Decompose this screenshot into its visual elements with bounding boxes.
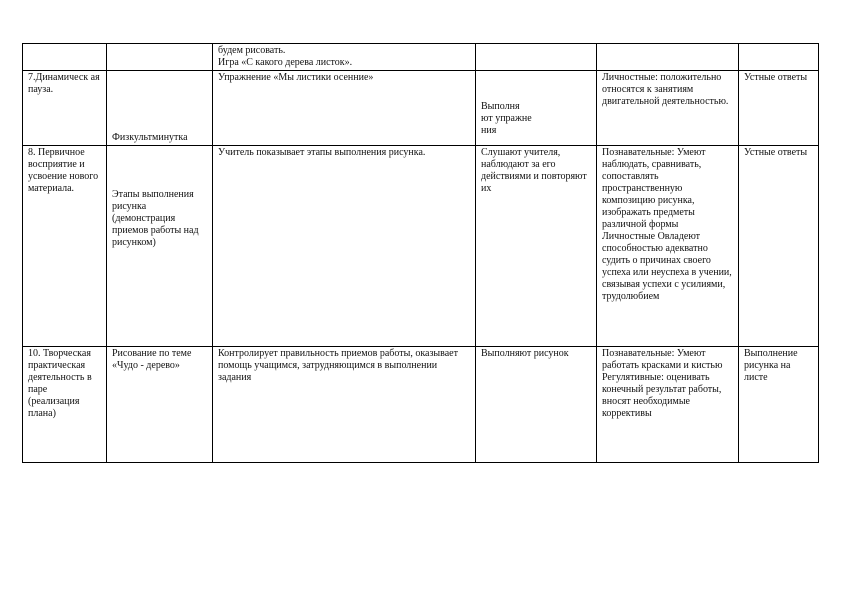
students-line: ния <box>481 125 497 136</box>
control-cell: Устные ответы <box>739 71 819 146</box>
teacher-activity-cell <box>213 44 476 71</box>
table-row <box>23 71 819 146</box>
teacher-line: будем рисовать. <box>218 45 286 56</box>
students-line: ют упражне <box>481 113 532 124</box>
content-cell: Рисование по теме «Чудо - дерево» <box>107 347 213 463</box>
content-text: Этапы выполнения рисунка (демонстрация приемов работы над рисунком) <box>112 189 199 248</box>
uud-cell: Познавательные: Умеют работать красками и кистью Регулятивные: оценивать конечный результат работы, вносят необходимые коррективы <box>597 347 739 463</box>
teacher-activity-cell <box>213 347 476 463</box>
lesson-plan-table <box>22 43 819 463</box>
content-text: Физкультминутка <box>112 132 188 143</box>
students-activity-cell <box>476 71 597 146</box>
table-row <box>23 146 819 347</box>
students-line: Выполня <box>481 101 520 112</box>
stage-cell: 10. Творческая практическая деятельность в паре (реализация плана) <box>23 347 107 463</box>
control-cell <box>739 44 819 71</box>
table-row <box>23 347 819 463</box>
teacher-activity-cell <box>213 146 476 347</box>
students-text-block <box>481 72 591 137</box>
teacher-line: Упражнение «Мы листики осенние» <box>218 72 374 83</box>
stage-cell: 7.Динамическ ая пауза. <box>23 71 107 146</box>
content-cell <box>107 44 213 71</box>
teacher-line: Контролирует правильность приемов работы, оказывает помощь учащимся, затрудняющимся в выполнении задания <box>218 348 461 383</box>
content-cell <box>107 146 213 347</box>
teacher-line: Игра «С какого дерева листок». <box>218 57 353 68</box>
students-activity-cell: Слушают учителя, наблюдают за его действиями и повторяют их <box>476 146 597 347</box>
uud-cell: Личностные: положительно относятся к занятиям двигательной деятельностью. <box>597 71 739 146</box>
students-activity-cell <box>476 44 597 71</box>
table-row <box>23 44 819 71</box>
control-cell: Устные ответы <box>739 146 819 347</box>
control-cell: Выполнение рисунка на листе <box>739 347 819 463</box>
teacher-line: Учитель показывает этапы выполнения рисунка. <box>218 147 426 158</box>
uud-cell <box>597 44 739 71</box>
teacher-activity-cell <box>213 71 476 146</box>
content-cell <box>107 71 213 146</box>
students-activity-cell: Выполняют рисунок <box>476 347 597 463</box>
uud-cell: Познавательные: Умеют наблюдать, сравнивать, сопоставлять пространственную композицию рисунка, изображать предметы различной формы Личностные Овладеют способностью адекватно судить о причинах своего успеха или неуспеха в учении, связывая успехи с усилиями, трудолюбием <box>597 146 739 347</box>
stage-cell: 8. Первичное восприятие и усвоение нового материала. <box>23 146 107 347</box>
stage-cell <box>23 44 107 71</box>
